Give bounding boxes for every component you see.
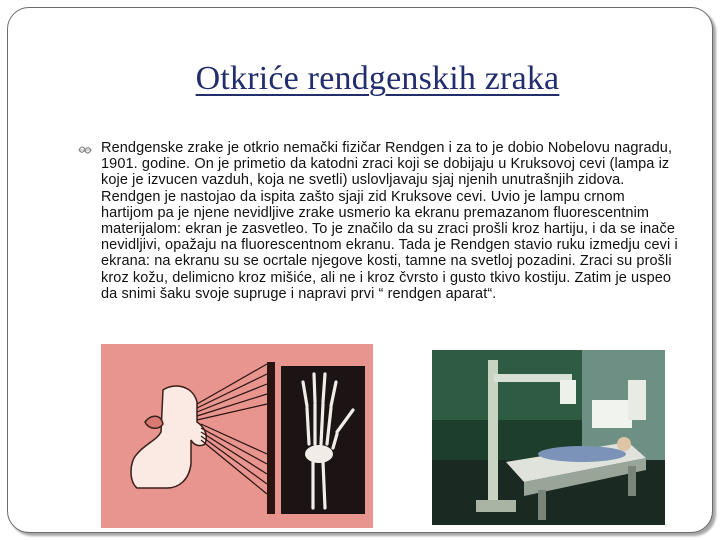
xray-hand-illustration <box>101 344 373 528</box>
slide-title: Otkriće rendgenskih zraka <box>195 60 560 97</box>
xray-machine-photo <box>432 350 665 525</box>
body-paragraph: Rendgenske zrake je otkrio nemački fizičar Rendgen i za to je dobio Nobelovu nagradu, 1901. godine. On je primetio da katodni zraci koji se dobijaju u Kruksovoj cevi (lampa iz koje je izvucen vazduh, koja ne svetli) uslovljavaju sjaj njenih unutrašnjih zidova. Rendgen je nastojao da ispita zašto sjaji zid Kruksove cevi. Uvio je lampu crnom hartijom pa je njene nevidljive zrake usmerio ka ekranu premazanom fluorescentnim materijalom: ekran je zasvetleo. To je značilo da su zraci prošli kroz hartiju, i da se inače nevidljivi, opažaju na fluorescentnom ekranu. Tada je Rendgen stavio ruku izmedju cevi i ekrana: na ekranu su se ocrtale njegove kosti, tamne na svetloj pozadini. Zraci su prošli kroz kožu, delimicno kroz mišiće, ali ne i kroz čvrsto i gusto tkivo kostiju. Zatim je uspeo da snimi šaku svoje supruge i napravi prvi “ rendgen aparat“. <box>101 140 678 302</box>
ribbon-bullet-icon <box>78 143 92 157</box>
